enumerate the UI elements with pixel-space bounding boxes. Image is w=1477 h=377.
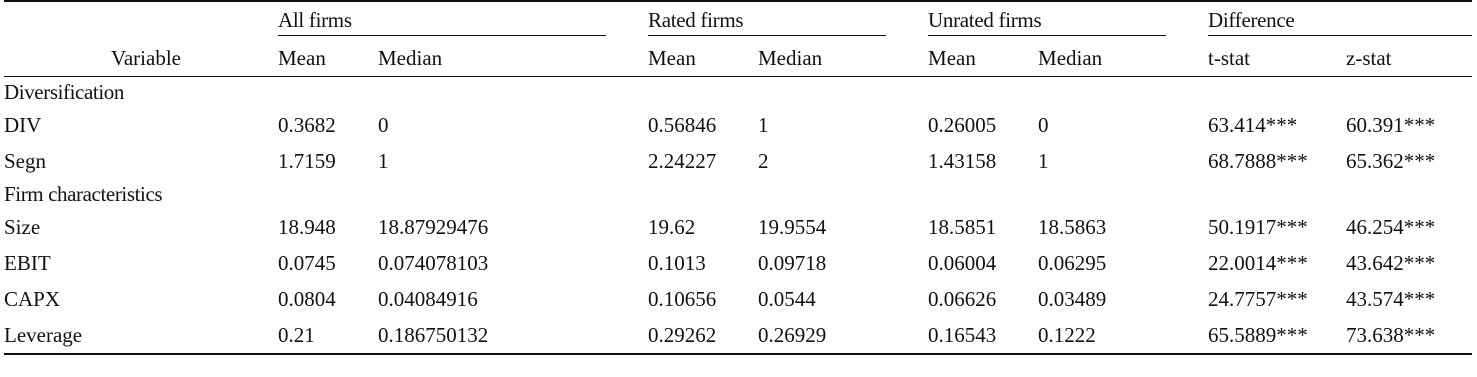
group-header-all-firms [278,1,648,36]
table-row [4,209,1472,245]
all-median-cell: 0.04084916 [378,286,478,311]
unrated-median-header: Median [1038,36,1208,77]
unrated-mean-cell: 0.06004 [928,250,997,275]
all-median-header: Median [378,36,648,77]
section-row-diversification [4,77,1472,108]
all-mean-header: Mean [278,36,378,77]
rated-median-cell: 1 [758,112,769,137]
unrated-median-cell: 1 [1038,148,1049,173]
rated-mean-cell: 0.56846 [648,112,717,137]
unrated-median-cell: 18.5863 [1038,214,1107,239]
zstat-cell: 43.642*** [1346,250,1436,275]
variable-cell: DIV [4,112,42,137]
group-label-rated-firms: Rated firms [648,8,886,36]
rated-median-cell: 0.26929 [758,317,928,354]
all-mean-cell: 0.0745 [278,250,336,275]
rated-median-cell: 0.09718 [758,250,827,275]
all-median-cell: 0.186750132 [378,317,648,354]
rated-mean-cell: 0.29262 [648,317,758,354]
unrated-median-cell: 0.06295 [1038,250,1107,275]
all-mean-cell: 18.948 [278,214,336,239]
rated-mean-cell: 0.10656 [648,286,717,311]
tstat-cell: 68.7888*** [1208,148,1308,173]
rated-mean-header: Mean [648,36,758,77]
all-median-cell: 18.87929476 [378,214,489,239]
group-header-blank [4,1,278,36]
unrated-median-cell: 0.1222 [1038,317,1208,354]
table-row [4,317,1472,354]
all-mean-cell: 0.21 [278,317,378,354]
unrated-mean-cell: 0.06626 [928,286,997,311]
group-header-unrated-firms [928,1,1208,36]
table-row [4,143,1472,179]
unrated-mean-cell: 18.5851 [928,214,997,239]
group-header-rated-firms [648,1,928,36]
variable-cell: Size [4,214,41,239]
tstat-header: t-stat [1208,36,1346,77]
table-body [4,77,1472,355]
table-row [4,245,1472,281]
group-label-difference: Difference [1208,8,1472,36]
tstat-cell: 63.414*** [1208,112,1298,137]
rated-mean-cell: 19.62 [648,214,696,239]
group-label-all-firms: All firms [278,8,606,36]
variable-cell: Leverage [4,317,278,354]
all-median-cell: 1 [378,148,389,173]
rated-median-header: Median [758,36,928,77]
group-header-row [4,1,1472,36]
variable-column-header: Variable [4,36,278,77]
tstat-cell: 22.0014*** [1208,250,1308,275]
summary-statistics-table-container [4,0,1472,355]
tstat-cell: 50.1917*** [1208,214,1308,239]
unrated-mean-cell: 0.16543 [928,317,1038,354]
unrated-median-cell: 0 [1038,112,1049,137]
rated-mean-cell: 2.24227 [648,148,717,173]
table-row [4,281,1472,317]
summary-statistics-table [4,0,1472,355]
variable-cell: Segn [4,148,46,173]
all-median-cell: 0.074078103 [378,250,489,275]
unrated-median-cell: 0.03489 [1038,286,1107,311]
zstat-cell: 60.391*** [1346,112,1436,137]
unrated-mean-cell: 1.43158 [928,148,997,173]
zstat-cell: 43.574*** [1346,286,1436,311]
rated-median-cell: 0.0544 [758,286,816,311]
tstat-cell: 24.7757*** [1208,286,1308,311]
all-median-cell: 0 [378,112,389,137]
unrated-mean-cell: 0.26005 [928,112,997,137]
section-row-firm-characteristics [4,179,1472,209]
group-header-difference [1208,1,1472,36]
zstat-cell: 73.638*** [1346,317,1472,354]
all-mean-cell: 0.0804 [278,286,336,311]
table-header [4,1,1472,77]
sub-header-row [4,36,1472,77]
all-mean-cell: 0.3682 [278,112,336,137]
zstat-cell: 65.362*** [1346,148,1436,173]
tstat-cell: 65.5889*** [1208,317,1346,354]
table-row [4,107,1472,143]
zstat-header: z-stat [1346,36,1472,77]
rated-median-cell: 19.9554 [758,214,827,239]
section-title: Firm characteristics [4,181,163,206]
rated-mean-cell: 0.1013 [648,250,706,275]
section-title: Diversification [4,79,124,104]
zstat-cell: 46.254*** [1346,214,1436,239]
variable-cell: EBIT [4,250,51,275]
all-mean-cell: 1.7159 [278,148,336,173]
variable-cell: CAPX [4,286,61,311]
unrated-mean-header: Mean [928,36,1038,77]
rated-median-cell: 2 [758,148,769,173]
group-label-unrated-firms: Unrated firms [928,8,1166,36]
